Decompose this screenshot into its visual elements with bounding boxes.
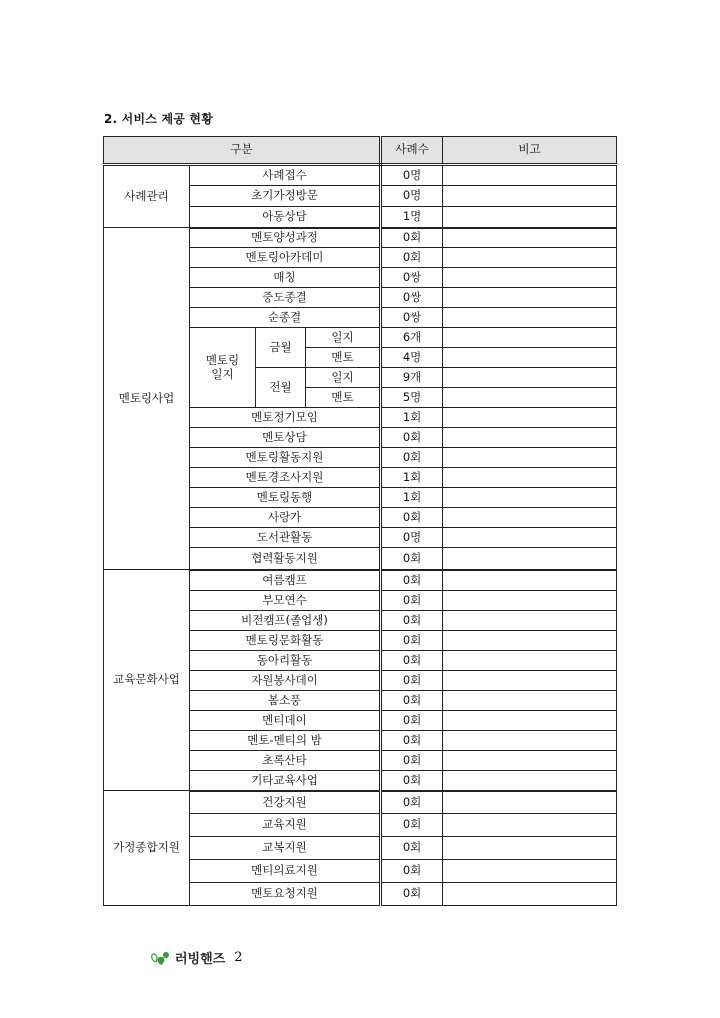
item-count: 0회 [381, 814, 443, 837]
header-row [104, 137, 617, 165]
item-note [443, 348, 617, 368]
item-note [443, 771, 617, 791]
item-count: 0회 [381, 837, 443, 860]
item-label: 멘토요청지원 [190, 883, 381, 906]
journal-type: 일지 [306, 368, 381, 388]
item-note [443, 508, 617, 528]
page-footer [150, 948, 243, 967]
item-count: 6개 [381, 328, 443, 348]
item-note [443, 860, 617, 883]
item-note [443, 388, 617, 408]
item-label: 멘토양성과정 [190, 228, 381, 248]
item-note [443, 368, 617, 388]
loving-hands-logo-icon [150, 949, 172, 967]
item-note [443, 468, 617, 488]
header-category: 구분 [104, 137, 381, 165]
item-label: 초록산타 [190, 751, 381, 771]
item-count: 5명 [381, 388, 443, 408]
item-count: 0회 [381, 508, 443, 528]
item-note [443, 651, 617, 671]
service-status-table [103, 136, 617, 906]
item-label: 건강지원 [190, 791, 381, 814]
journal-type: 멘토 [306, 388, 381, 408]
item-label: 초기가정방문 [190, 186, 381, 207]
item-label: 멘토링활동지원 [190, 448, 381, 468]
item-label: 자원봉사데이 [190, 671, 381, 691]
header-count: 사례수 [381, 137, 443, 165]
page-number: 2 [234, 950, 243, 965]
item-count: 0회 [381, 691, 443, 711]
item-count: 0쌍 [381, 268, 443, 288]
item-note [443, 428, 617, 448]
item-note [443, 631, 617, 651]
item-label: 교복지원 [190, 837, 381, 860]
item-note [443, 837, 617, 860]
item-note [443, 328, 617, 348]
item-count: 0회 [381, 671, 443, 691]
item-note [443, 570, 617, 591]
section-heading: 2. 서비스 제공 현황 [104, 112, 213, 126]
item-count: 0회 [381, 631, 443, 651]
item-note [443, 228, 617, 248]
item-label: 동아리활동 [190, 651, 381, 671]
item-note [443, 165, 617, 186]
item-label: 매칭 [190, 268, 381, 288]
journal-type: 멘토 [306, 348, 381, 368]
item-note [443, 528, 617, 548]
item-note [443, 751, 617, 771]
item-count: 1회 [381, 468, 443, 488]
item-label: 중도종결 [190, 288, 381, 308]
item-note [443, 186, 617, 207]
item-count: 0회 [381, 428, 443, 448]
item-count: 0회 [381, 448, 443, 468]
item-note [443, 791, 617, 814]
item-count: 0명 [381, 165, 443, 186]
item-note [443, 611, 617, 631]
item-count: 0회 [381, 771, 443, 791]
item-count: 0명 [381, 528, 443, 548]
item-note [443, 288, 617, 308]
item-label: 비전캠프(졸업생) [190, 611, 381, 631]
item-count: 0회 [381, 883, 443, 906]
item-count: 9개 [381, 368, 443, 388]
item-count: 0회 [381, 611, 443, 631]
journal-label [190, 328, 256, 408]
item-note [443, 548, 617, 570]
item-count: 0회 [381, 248, 443, 268]
item-label: 멘토상담 [190, 428, 381, 448]
item-count: 0회 [381, 548, 443, 570]
journal-prev-month: 금월 [256, 328, 306, 368]
item-label: 교육지원 [190, 814, 381, 837]
journal-type: 일지 [306, 328, 381, 348]
item-label: 멘토정기모임 [190, 408, 381, 428]
item-count: 1회 [381, 408, 443, 428]
item-count: 0회 [381, 228, 443, 248]
item-label: 사례접수 [190, 165, 381, 186]
item-label: 멘토-멘티의 밤 [190, 731, 381, 751]
item-note [443, 408, 617, 428]
item-count: 0쌍 [381, 308, 443, 328]
item-label: 멘티의료지원 [190, 860, 381, 883]
item-count: 0명 [381, 186, 443, 207]
item-count: 0회 [381, 751, 443, 771]
item-label: 멘토링동행 [190, 488, 381, 508]
item-count: 0쌍 [381, 288, 443, 308]
item-note [443, 671, 617, 691]
item-label: 기타교육사업 [190, 771, 381, 791]
item-note [443, 591, 617, 611]
item-note [443, 248, 617, 268]
item-count: 0회 [381, 791, 443, 814]
item-note [443, 448, 617, 468]
item-note [443, 731, 617, 751]
item-count: 1명 [381, 207, 443, 228]
table-row [104, 228, 617, 248]
item-label: 아동상담 [190, 207, 381, 228]
item-count: 0회 [381, 711, 443, 731]
journal-this-month: 전월 [256, 368, 306, 408]
journal-label-line1: 멘토링 [205, 353, 240, 368]
item-label: 멘토링문화활동 [190, 631, 381, 651]
item-note [443, 308, 617, 328]
item-count: 0회 [381, 731, 443, 751]
item-note [443, 488, 617, 508]
item-label: 멘티데이 [190, 711, 381, 731]
item-label: 봄소풍 [190, 691, 381, 711]
header-note: 비고 [443, 137, 617, 165]
item-note [443, 691, 617, 711]
item-count: 4명 [381, 348, 443, 368]
footer-logo-text: 러빙핸즈 [175, 952, 226, 967]
item-count: 0회 [381, 570, 443, 591]
item-label: 순종결 [190, 308, 381, 328]
item-label: 부모연수 [190, 591, 381, 611]
section-name: 가정종합지원 [104, 791, 190, 906]
journal-label-line2: 일지 [211, 366, 234, 381]
item-label: 사랑가 [190, 508, 381, 528]
item-label: 협력활동지원 [190, 548, 381, 570]
item-note [443, 207, 617, 228]
item-count: 1회 [381, 488, 443, 508]
item-label: 멘토경조사지원 [190, 468, 381, 488]
section-name: 멘토링사업 [104, 228, 190, 570]
section-name: 사례관리 [104, 165, 190, 228]
item-label: 멘토링아카데미 [190, 248, 381, 268]
item-count: 0회 [381, 591, 443, 611]
item-count: 0회 [381, 651, 443, 671]
item-note [443, 814, 617, 837]
item-note [443, 711, 617, 731]
table-row [104, 165, 617, 186]
section-name: 교육문화사업 [104, 570, 190, 791]
table-row [104, 570, 617, 591]
item-note [443, 268, 617, 288]
table-row [104, 791, 617, 814]
item-count: 0회 [381, 860, 443, 883]
item-label: 도서관활동 [190, 528, 381, 548]
item-note [443, 883, 617, 906]
item-label: 여름캠프 [190, 570, 381, 591]
